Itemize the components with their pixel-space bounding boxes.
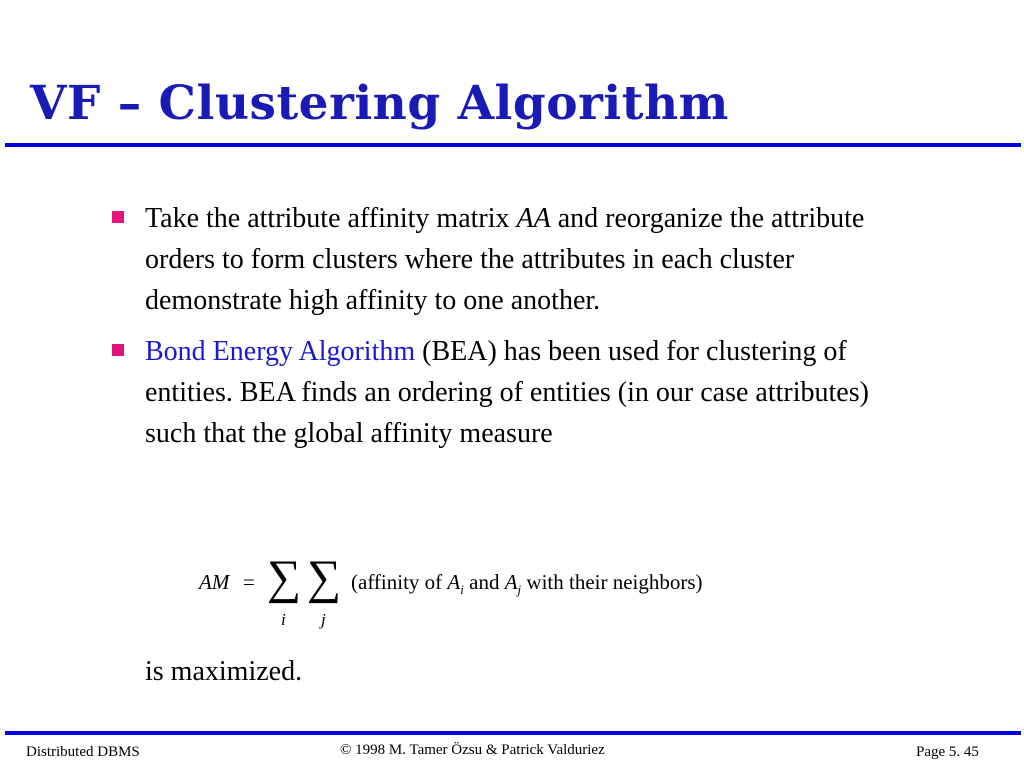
- bullet-item: [110, 331, 910, 454]
- sigma-i-icon: ∑: [267, 551, 302, 604]
- formula-index-j: j: [321, 610, 326, 629]
- bullet-text: (BEA) has been used for clustering of entities. BEA finds an ordering of entities (in our case attributes) such that the global affinity measure: [145, 336, 869, 449]
- bullet-item: [110, 198, 910, 321]
- bea-link[interactable]: Bond Energy Algorithm: [145, 336, 416, 367]
- footer-center: © 1998 M. Tamer Özsu & Patrick Valduriez: [340, 742, 605, 758]
- title-divider: [5, 143, 1021, 147]
- bullet-text: and reorganize the attribute orders to form clusters where the attributes in each cluster demonstrate high affinity to one another.: [145, 203, 865, 316]
- footer-left: Distributed DBMS: [26, 744, 140, 760]
- bullet-emphasis: AA: [516, 203, 551, 234]
- footer-page-number: Page 5. 45: [916, 744, 979, 760]
- formula: [199, 551, 859, 630]
- conclusion-text: is maximized.: [145, 656, 303, 687]
- slide-title: VF – Clustering Algorithm: [30, 76, 729, 131]
- bullet-marker-icon: [112, 211, 124, 223]
- formula-expression: (affinity of $A_i$ and $A_j$ with their neighbors): [351, 570, 703, 598]
- footer-divider: [5, 731, 1021, 735]
- formula-equals: =: [243, 570, 255, 594]
- sigma-j-icon: ∑: [307, 551, 342, 604]
- bullet-list: [110, 198, 910, 464]
- bullet-marker-icon: [112, 344, 124, 356]
- formula-index-i: i: [281, 610, 286, 629]
- bullet-text: Take the attribute affinity matrix: [145, 203, 517, 234]
- formula-lhs: AM: [199, 570, 230, 594]
